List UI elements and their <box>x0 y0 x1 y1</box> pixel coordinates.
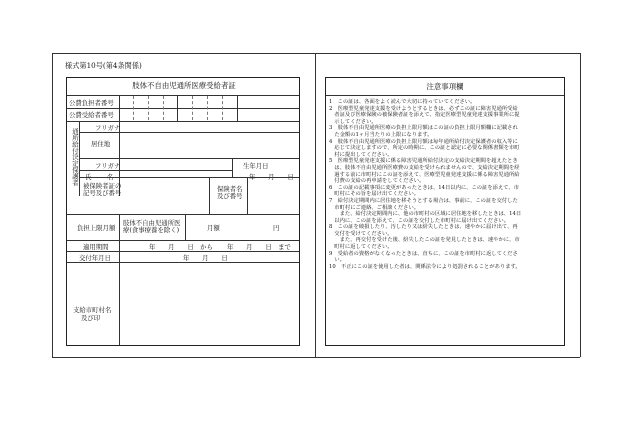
note-line: 5 医療型児童発達支援に係る障害児通所給付決定の支給決定期間を超えたとき <box>329 158 518 165</box>
note-line: 付費の支給の再申請をしてください。 <box>329 178 425 185</box>
note-line: 市町村にご連絡、ご相談ください。 <box>329 204 420 211</box>
furigana-label-2: フリガナ <box>95 162 121 170</box>
payer-number-label: 公費負担者番号 <box>69 99 114 107</box>
note-line: 3 肢体不自由児通所医療の負担上限月額はこの証の負担上限月額欄に記載され <box>329 125 518 132</box>
note-line: 2 医療型児童発達支援を受けようとするときは、必ずこの証に障害児通所受給 <box>329 105 518 112</box>
period-to: 年 月 日 まで <box>227 243 291 251</box>
name-label-2: 名 <box>107 173 114 181</box>
limit-desc-2: 療(食事療養を除く) <box>123 226 180 234</box>
note-line: 過する前に市町村にこの証を添えて、医療型児童発達支援に係る障害児通所給 <box>329 171 520 178</box>
insurer-name-label-1: 保険者名 <box>217 185 243 193</box>
note-line: 9 受給者の資格がなくなったときは、直ちに、この証を市町村に返してくださ <box>329 250 518 257</box>
notes-title: 注意事項欄 <box>426 82 464 91</box>
birth-date-value: 年 月 日 <box>249 173 294 181</box>
note-line: 町村にその旨を届け出てください。 <box>329 191 420 198</box>
note-line: 交付を受けてください。 <box>329 230 393 237</box>
note-line: 応じて決定しますので、所定の時期に、この証と認定に必要な関係書類を市町 <box>329 145 520 152</box>
monthly-label: 月額 <box>207 224 220 232</box>
page-left-rule <box>52 53 53 357</box>
issue-date-value: 年 月 日 <box>183 254 228 262</box>
note-line: また、再交付を受けた後、紛失したこの証を発見したときは、速やかに、市 <box>329 237 520 244</box>
note-line: また、給付決定期間内に、他の市町村の区域に居住地を移したときは、14日 <box>329 211 522 218</box>
furigana-label-1: フリガナ <box>95 124 121 132</box>
insured-symbol-label-2: 記号及び番号 <box>83 189 122 197</box>
municipality-label-2: 及び印 <box>81 314 101 322</box>
address-label: 居住地 <box>91 140 111 148</box>
page-fold-rule <box>315 53 316 357</box>
notes-list <box>329 99 563 270</box>
note-line: 7 給付決定期間内に居住地を移そうとする場合は、事前に、この証を交付した <box>329 197 518 204</box>
note-line: い。 <box>329 257 345 264</box>
note-line: 1 この証は、各面をよく読んで大切に持っていてください。 <box>329 99 476 105</box>
municipality-label-1: 支給市町村名 <box>73 306 112 314</box>
recipient-number-label: 公費受給者番号 <box>69 111 114 119</box>
limit-desc-1: 肢体不自由児通所医 <box>123 219 181 227</box>
note-line: 6 この証の記載事項に変更があったときは、14日以内に、この証を添えて、市 <box>329 184 520 191</box>
note-line: た金額の1ヶ月当たりの上限になります。 <box>329 131 433 138</box>
note-line: 以内に、この証を添えて、この証を交付した市町村に届け出てください。 <box>329 217 509 224</box>
page-top-rule <box>52 53 580 54</box>
page-right-rule <box>580 53 581 357</box>
note-line: 10 不正にこの証を使用した者は、関係法令により処罰されることがあります。 <box>329 263 521 270</box>
notes-frame <box>325 77 565 346</box>
limit-label: 負担上限月額 <box>77 224 116 232</box>
note-line: 町村に返してください。 <box>329 244 393 251</box>
digit-divider <box>148 96 149 120</box>
yen-label: 円 <box>273 224 280 232</box>
page-bottom-rule <box>52 357 580 358</box>
insured-symbol-label-1: 被保険者証の <box>83 182 122 190</box>
form-number: 様式第10号(第4条関係) <box>65 61 142 70</box>
applicant-section-label: 通所給付決定保護者 <box>71 128 79 186</box>
note-line: 4 肢体不自由児通所医療の負担上限月額は毎年通所給付決定保護者の収入等に <box>329 138 518 145</box>
period-from: 年 月 日 から <box>149 243 213 251</box>
insurer-name-label-2: 及び番号 <box>217 192 243 200</box>
certificate-frame <box>66 77 300 346</box>
digit-divider <box>192 96 193 120</box>
digit-divider <box>222 96 223 120</box>
issue-date-label: 交付年月日 <box>79 254 111 262</box>
note-line: は、肢体不自由児通所医療費の支給を受けられませんので、支給決定期間を経 <box>329 164 520 171</box>
note-line: 示してください。 <box>329 118 377 125</box>
note-line: 8 この証を破損したり、汚したり又は紛失したときは、速やかに届け出て、再 <box>329 224 518 231</box>
period-label: 適用期間 <box>83 243 109 251</box>
note-line: 村に提出してください。 <box>329 151 393 158</box>
digit-divider <box>163 96 164 120</box>
birth-date-label: 生年月日 <box>243 162 269 170</box>
name-label-1: 氏 <box>85 173 92 181</box>
note-line: 者証及び医療保険の被保険者証を添えて、指定医療型児童発達支援事業所に提 <box>329 112 520 119</box>
digit-divider <box>207 96 208 120</box>
digit-divider <box>133 96 134 120</box>
certificate-title: 肢体不自由児通所医療受給者証 <box>132 81 236 90</box>
